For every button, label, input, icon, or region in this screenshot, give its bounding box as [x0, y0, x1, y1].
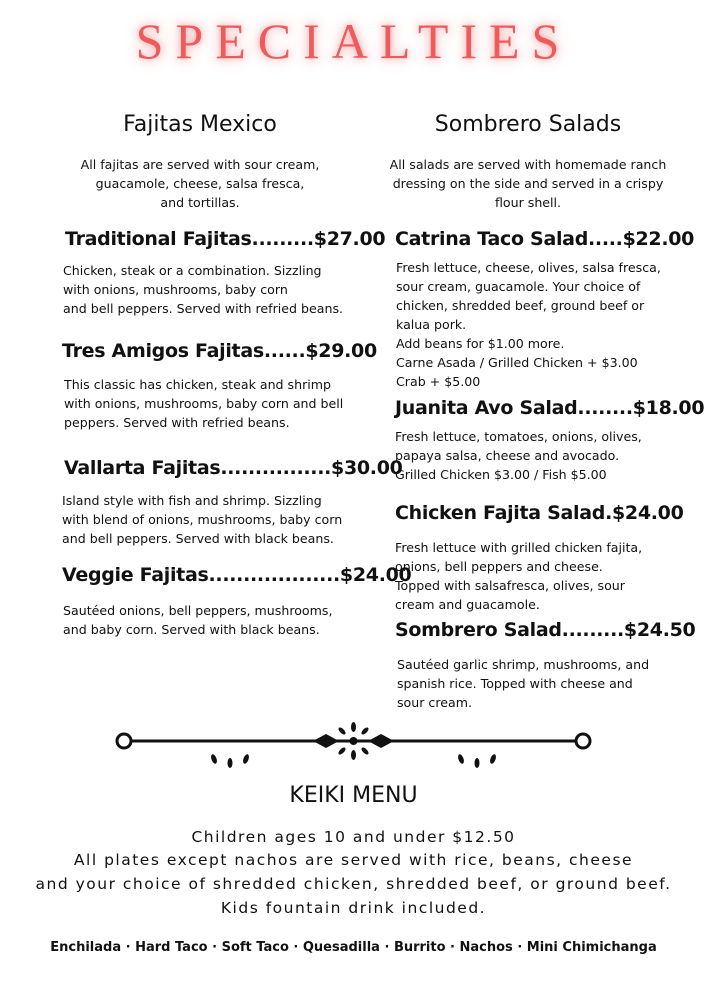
- divider-center-dot: [350, 737, 358, 745]
- ornamental-divider: [110, 715, 597, 775]
- fajitas-intro: [40, 155, 360, 212]
- keiki-heading: KEIKI MENU: [289, 783, 418, 808]
- salads-intro-line: dressing on the side and served in a crispy: [392, 176, 664, 191]
- vallarta-fajitas-title: Vallarta Fajitas................$30.00: [64, 457, 403, 479]
- tres-amigos-fajitas-desc: This classic has chicken, steak and shrimp with onions, mushrooms, baby corn and bell peppers. Served with refried beans.: [64, 377, 344, 430]
- fajitas-intro-line: All fajitas are served with sour cream,: [80, 157, 320, 172]
- salads-intro: [368, 155, 688, 212]
- vallarta-fajitas-desc: Island style with fish and shrimp. Sizzling with blend of onions, mushrooms, baby corn and bell peppers. Served with black beans.: [62, 493, 343, 546]
- juanita-avo-salad-desc: Fresh lettuce, tomatoes, onions, olives, papaya salsa, cheese and avocado. Grilled Chicken $3.00 / Fish $5.00: [395, 429, 642, 482]
- catrina-taco-salad-desc: Fresh lettuce, cheese, olives, salsa fresca, sour cream, guacamole. Your choice of chicken, shredded beef, ground beef or kalua pork. Add beans for $1.00 more. Carne Asada / Grilled Chicken + $3.00 Crab + $5.00: [396, 260, 661, 389]
- keiki-line: and your choice of shredded chicken, shredded beef, or ground beef.: [35, 875, 672, 893]
- keiki-options: Enchilada · Hard Taco · Soft Taco · Quesadilla · Burrito · Nachos · Mini Chimichanga: [50, 940, 657, 955]
- veggie-fajitas-desc: Sautéed onions, bell peppers, mushrooms, and baby corn. Served with black beans.: [63, 603, 333, 637]
- fajitas-heading: Fajitas Mexico: [123, 112, 277, 137]
- keiki-line: Kids fountain drink included.: [220, 899, 487, 917]
- keiki-line: Children ages 10 and under $12.50: [191, 828, 516, 846]
- page-title: SPECIALTIES: [135, 13, 572, 69]
- fajitas-intro-line: and tortillas.: [160, 195, 240, 210]
- chicken-fajita-salad-desc: Fresh lettuce with grilled chicken fajita, onions, bell peppers and cheese. Topped with salsafresca, olives, sour cream and guacamole.: [395, 540, 643, 612]
- divider-end-right: [576, 734, 590, 748]
- traditional-fajitas-title: Traditional Fajitas.........$27.00: [65, 228, 386, 250]
- tres-amigos-fajitas-title: Tres Amigos Fajitas......$29.00: [62, 340, 377, 362]
- traditional-fajitas-desc: Chicken, steak or a combination. Sizzling with onions, mushrooms, baby corn and bell peppers. Served with refried beans.: [63, 263, 344, 316]
- chicken-fajita-salad-title: Chicken Fajita Salad.$24.00: [395, 502, 684, 524]
- salads-heading: Sombrero Salads: [434, 112, 622, 137]
- catrina-taco-salad-title: Catrina Taco Salad.....$22.00: [395, 228, 695, 250]
- salads-intro-line: flour shell.: [494, 195, 562, 210]
- sombrero-salad-title: Sombrero Salad.........$24.50: [395, 619, 696, 641]
- sombrero-salad-desc: Sautéed garlic shrimp, mushrooms, and spanish rice. Topped with cheese and sour cream.: [397, 657, 650, 710]
- divider-diamond-right: [368, 734, 394, 748]
- keiki-line: All plates except nachos are served with rice, beans, cheese: [73, 851, 634, 869]
- juanita-avo-salad-title: Juanita Avo Salad........$18.00: [395, 397, 705, 419]
- divider-end-left: [117, 734, 131, 748]
- fajitas-intro-line: guacamole, cheese, salsa fresca,: [95, 176, 305, 191]
- divider-diamond-left: [313, 734, 339, 748]
- veggie-fajitas-title: Veggie Fajitas...................$24.00: [62, 564, 412, 586]
- salads-intro-line: All salads are served with homemade ranch: [389, 157, 667, 172]
